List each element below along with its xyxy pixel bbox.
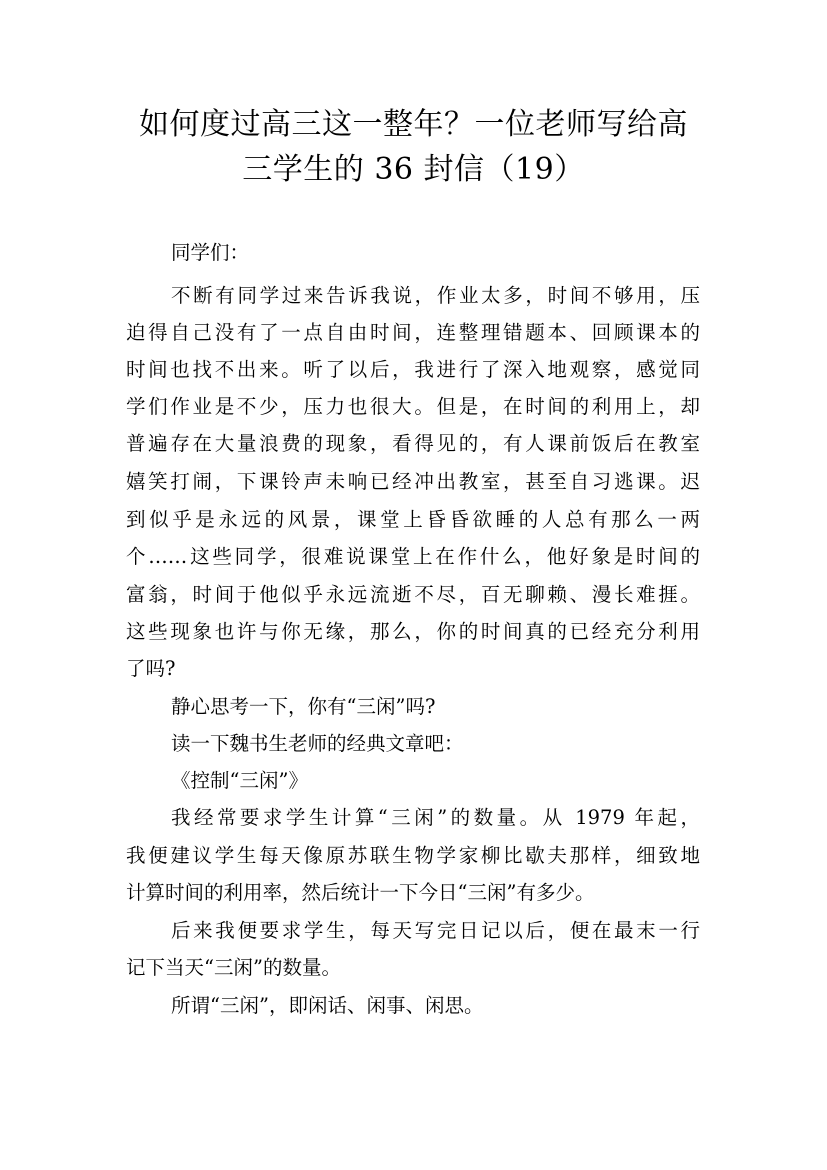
article-title: 《控制“三闲”》 xyxy=(171,769,308,792)
paragraph-line: 学们作业是不少，压力也很大。但是，在时间的利用上，却 xyxy=(126,395,700,418)
paragraph-line: 了吗? xyxy=(126,657,176,680)
paragraph-line: 所谓“三闲”，即闲话、闲事、闲思。 xyxy=(171,994,484,1017)
paragraph-line: 到似乎是永远的风景，课堂上昏昏欲睡的人总有那么一两 xyxy=(126,508,700,531)
paragraph-line: 普遍存在大量浪费的现象，看得见的，有人课前饭后在教室 xyxy=(126,432,700,455)
paragraph-line: 我经常要求学生计算“三闲”的数量。从 1979 年起， xyxy=(171,806,700,829)
document-title-line-2: 三学生的 36 封信（19） xyxy=(242,152,585,187)
paragraph-line: 静心思考一下，你有“三闲”吗? xyxy=(171,695,436,718)
paragraph-line: 迫得自己没有了一点自由时间，连整理错题本、回顾课本的 xyxy=(126,321,700,344)
document-title-line-1: 如何度过高三这一整年？一位老师写给高 xyxy=(139,107,688,142)
paragraph-line: 时间也找不出来。听了以后，我进行了深入地观察，感觉同 xyxy=(126,358,700,381)
salutation: 同学们： xyxy=(171,241,250,264)
paragraph-line: 我便建议学生每天像原苏联生物学家柳比歇夫那样，细致地 xyxy=(126,844,700,867)
paragraph-line: 富翁，时间于他似乎永远流逝不尽，百无聊赖、漫长难捱。 xyxy=(126,583,700,606)
paragraph-line: 记下当天“三闲”的数量。 xyxy=(126,956,341,979)
paragraph-line: 不断有同学过来告诉我说，作业太多，时间不够用，压 xyxy=(171,284,700,307)
paragraph-line: 个……这些同学，很难说课堂上在作什么，他好象是时间的 xyxy=(126,545,700,568)
paragraph-line: 这些现象也许与你无缘，那么，你的时间真的已经充分利用 xyxy=(126,620,700,643)
paragraph-line: 后来我便要求学生，每天写完日记以后，便在最末一行 xyxy=(171,919,700,942)
paragraph-line: 计算时间的利用率，然后统计一下今日“三闲”有多少。 xyxy=(126,881,595,904)
paragraph-line: 读一下魏书生老师的经典文章吧： xyxy=(171,732,464,755)
paragraph-line: 嬉笑打闹，下课铃声未响已经冲出教室，甚至自习逃课。迟 xyxy=(126,470,700,493)
